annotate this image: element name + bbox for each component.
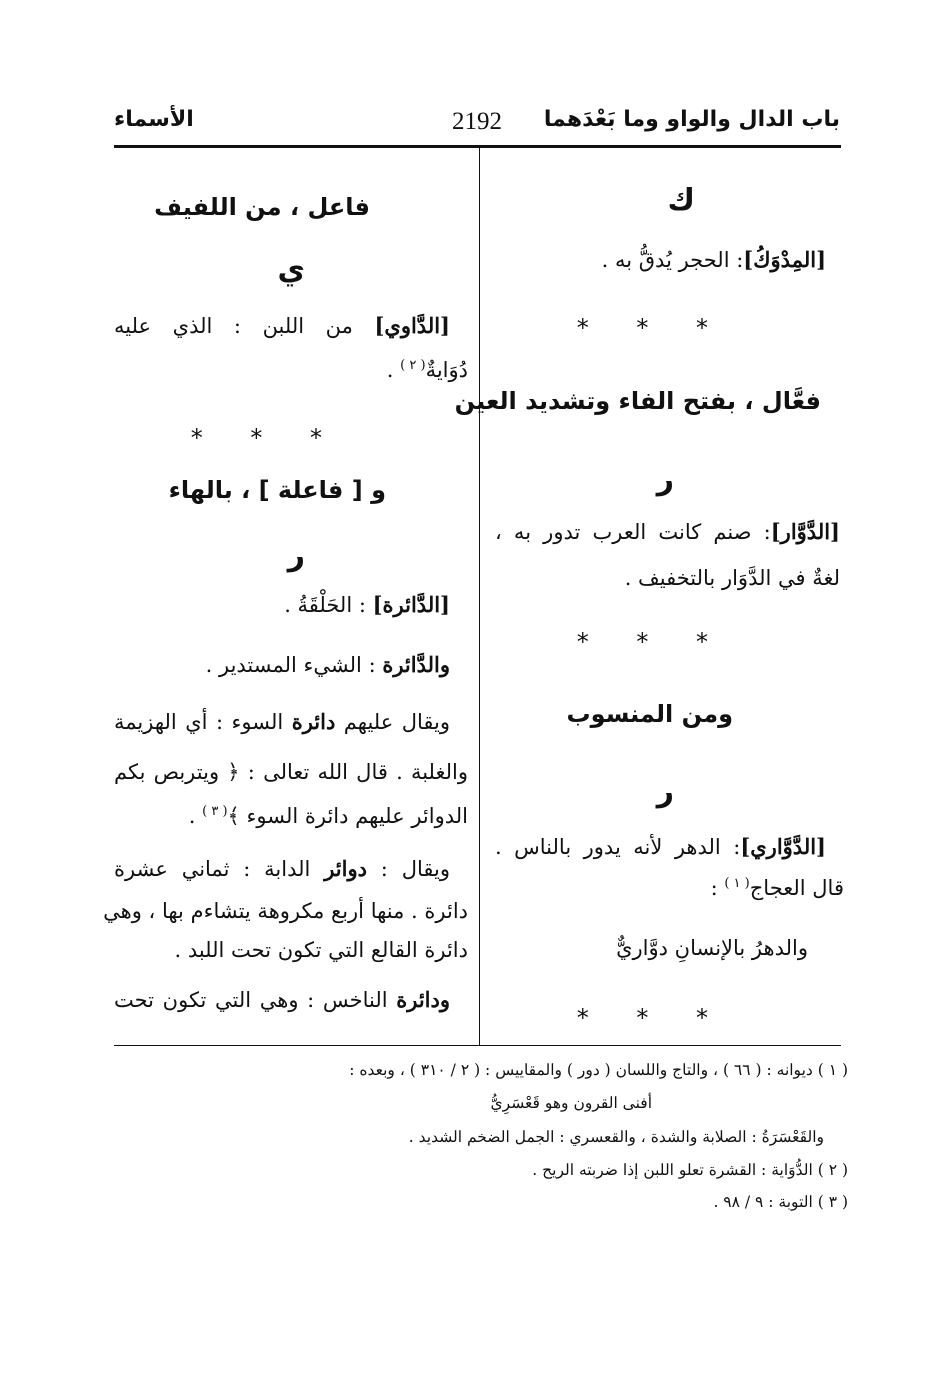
- footnote-rule: [114, 1045, 841, 1046]
- separator-stars-3: * * *: [576, 1004, 728, 1032]
- entry-daira-2-headword: والدَّائرة: [382, 652, 450, 677]
- paragraph-2-line-2: دائرة . منها أربع مكروهة يتشاءم بها ، وهي: [103, 899, 468, 923]
- entry-dawi-text-1: من اللبن : الذي عليه: [114, 314, 375, 338]
- entry-daira-definition: : الحَلْقَةُ .: [284, 593, 373, 617]
- paragraph-1-text-a: ويقال عليهم: [335, 710, 451, 734]
- entry-dawwari-line-2: [711, 876, 844, 900]
- footnote-ref-3: ( ٣ ): [202, 804, 228, 819]
- heading-mansub: ومن المنسوب: [566, 700, 733, 728]
- paragraph-2-text-c: الدابة : ثماني عشرة: [114, 857, 325, 881]
- separator-stars-1: * * *: [576, 314, 728, 342]
- letter-ra-1: ر: [656, 462, 674, 497]
- entry-dawwar-line-2: لغةٌ في الدَّوَار بالتخفيف .: [624, 566, 840, 590]
- entry-dawi-text-2: دُوَايةٌ: [425, 358, 468, 382]
- entry-dawi-line-1: [114, 313, 450, 338]
- paragraph-1-line-3: [189, 804, 468, 828]
- paragraph-1-text-c: السوء : أي الهزيمة: [114, 710, 292, 734]
- entry-daira-2: [206, 652, 450, 677]
- heading-faila: و [ فاعلة ] ، بالهاء: [168, 476, 386, 504]
- entry-dawi-end: .: [386, 358, 401, 382]
- paragraph-2-text-a: ويقال :: [366, 857, 450, 881]
- entry-daira: [284, 592, 450, 617]
- paragraph-2-line-3: دائرة القالع التي تكون تحت اللبد .: [174, 938, 468, 962]
- footnote-1-verse: أفنى القرون وهو قَعْسَرِيُّ: [490, 1094, 652, 1112]
- quote-colon: :: [710, 876, 725, 900]
- chapter-title: باب الدال والواو وما بَعْدَهما: [543, 107, 840, 132]
- entry-dawwar-text-1: : صنم كانت العرب تدور به ،: [495, 520, 771, 544]
- separator-stars-4: * * *: [190, 424, 342, 452]
- heading-faail: فاعل ، من اللفيف: [154, 193, 370, 221]
- entry-dawwari-line-1: [495, 834, 826, 859]
- paragraph-2-line-1: [114, 856, 450, 881]
- letter-ra-2: ر: [656, 774, 674, 809]
- letter-ya: ي: [277, 252, 305, 287]
- entry-daira-2-definition: : الشيء المستدير .: [205, 653, 383, 677]
- paragraph-3-text: الناخس : وهي التي تكون تحت: [114, 988, 397, 1012]
- entry-daira-headword: [الدَّائرة]: [372, 592, 450, 617]
- verse-ajjaj: والدهرُ بالإنسانِ دوَّاريٌّ: [616, 936, 808, 960]
- paragraph-1-keyword: دائرة: [291, 709, 336, 734]
- paragraph-3-keyword: ودائرة: [396, 987, 450, 1012]
- entry-dawi-headword: [الدَّاوي]: [374, 313, 450, 338]
- footnote-1-gloss: والقَعْسَرَةُ : الصلابة والشدة ، والقعسري : الجمل الضخم الشديد .: [408, 1128, 824, 1146]
- entry-dawwari-text-1: : الدهر لأنه يدور بالناس .: [495, 835, 741, 859]
- paragraph-1-line-2: والغلبة . قال الله تعالى : ﴿ ويتربص بكم: [114, 760, 468, 784]
- footnote-3: ( ٣ ) التوبة : ٩ / ٩٨ .: [713, 1193, 848, 1211]
- entry-dawi-line-2: [387, 358, 468, 382]
- footnote-ref-1: ( ١ ): [724, 876, 750, 891]
- column-divider: [479, 148, 480, 1045]
- entry-madwak-definition: : الحجر يُدقُّ به .: [601, 248, 744, 272]
- quote-intro: قال العجاج: [749, 876, 844, 900]
- footnote-ref-2: ( ٢ ): [400, 358, 426, 373]
- paragraph-2-keyword: دوائر: [324, 856, 367, 881]
- heading-faaal: فعَّال ، بفتح الفاء وتشديد العين: [454, 387, 821, 415]
- letter-ra-3: ر: [287, 538, 305, 573]
- entry-dawwar-headword: [الدَّوَّار]: [770, 519, 840, 544]
- section-title: الأسماء: [114, 107, 194, 132]
- footnote-2: ( ٢ ) الدُّوَاية : القشرة تعلو اللبن إذا ضربته الريح .: [532, 1161, 848, 1179]
- entry-madwak-headword: [المِدْوَكُ]: [743, 247, 826, 272]
- entry-madwak: [602, 247, 826, 272]
- paragraph-3-line-1: [114, 987, 450, 1012]
- header-rule: [114, 145, 841, 148]
- entry-dawwar-line-1: [495, 519, 840, 544]
- footnote-1: ( ١ ) ديوانه : ( ٦٦ ) ، والتاج واللسان ( دور ) والمقاييس : ( ٢ / ٣١٠ ) ، وبعده :: [349, 1061, 848, 1079]
- quran-quote-end: الدوائر عليهم دائرة السوء ﴾: [227, 804, 468, 828]
- separator-stars-2: * * *: [576, 628, 728, 656]
- entry-dawwari-headword: [الدَّوَّاري]: [740, 834, 826, 859]
- page-number: 2192: [452, 108, 502, 135]
- paragraph-1-line-1: [114, 709, 450, 734]
- letter-kaf: ك: [667, 183, 695, 218]
- paragraph-1-end: .: [188, 804, 203, 828]
